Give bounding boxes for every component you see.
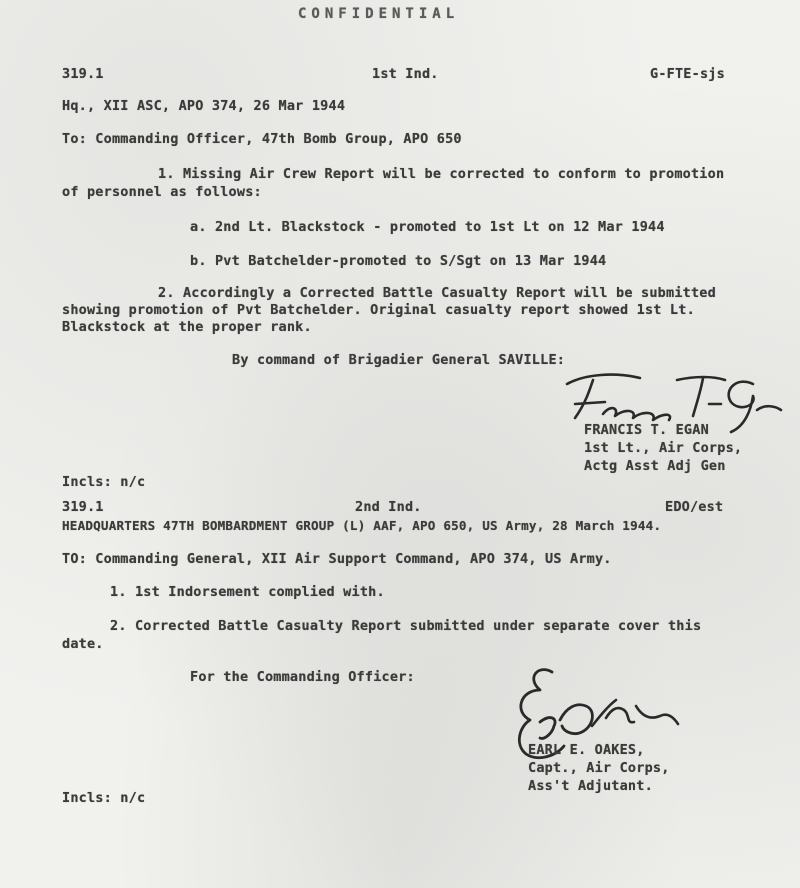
second-ind-file-number: 319.1 (62, 499, 104, 515)
first-ind-para2-line2: showing promotion of Pvt Batchelder. Original casualty report showed 1st Lt. (62, 302, 695, 318)
second-ind-command-line: For the Commanding Officer: (190, 669, 415, 685)
first-ind-file-number: 319.1 (62, 66, 104, 82)
first-ind-signer-name: FRANCIS T. EGAN (584, 422, 709, 438)
second-ind-para2-line2: date. (62, 636, 104, 652)
classification-header: CONFIDENTIAL (298, 6, 460, 22)
second-ind-addressee: TO: Commanding General, XII Air Support Command, APO 374, US Army. (62, 551, 612, 567)
first-ind-para1-line2: of personnel as follows: (62, 184, 262, 200)
first-ind-signer-rank: 1st Lt., Air Corps, (584, 440, 743, 456)
first-ind-para2-line1: 2. Accordingly a Corrected Battle Casualty Report will be submitted (158, 285, 716, 301)
second-ind-origin: HEADQUARTERS 47TH BOMBARDMENT GROUP (L) AAF, APO 650, US Army, 28 March 1944. (62, 518, 662, 533)
second-ind-signer-rank: Capt., Air Corps, (528, 760, 670, 776)
first-ind-item-b: b. Pvt Batchelder-promoted to S/Sgt on 13 Mar 1944 (190, 253, 607, 269)
second-ind-inclosures: Incls: n/c (62, 790, 146, 806)
first-ind-addressee: To: Commanding Officer, 47th Bomb Group, APO 650 (62, 131, 462, 147)
first-ind-para1-line1: 1. Missing Air Crew Report will be corrected to conform to promotion (158, 166, 725, 182)
second-ind-para1: 1. 1st Indorsement complied with. (110, 584, 385, 600)
first-ind-command-line: By command of Brigadier General SAVILLE: (232, 352, 566, 368)
first-ind-item-a: a. 2nd Lt. Blackstock - promoted to 1st Lt on 12 Mar 1944 (190, 219, 665, 235)
first-ind-para2-line3: Blackstock at the proper rank. (62, 319, 312, 335)
second-ind-signer-name: EARL E. OAKES, (528, 742, 645, 758)
first-ind-title: 1st Ind. (372, 66, 439, 82)
first-ind-reference: G-FTE-sjs (650, 66, 725, 82)
second-ind-title: 2nd Ind. (355, 499, 422, 515)
first-ind-origin: Hq., XII ASC, APO 374, 26 Mar 1944 (62, 98, 346, 114)
first-ind-signer-title: Actg Asst Adj Gen (584, 458, 726, 474)
second-ind-para2-line1: 2. Corrected Battle Casualty Report submitted under separate cover this (110, 618, 702, 634)
second-ind-reference: EDO/est (665, 499, 724, 515)
second-ind-signer-title: Ass't Adjutant. (528, 778, 653, 794)
first-ind-inclosures: Incls: n/c (62, 474, 146, 490)
